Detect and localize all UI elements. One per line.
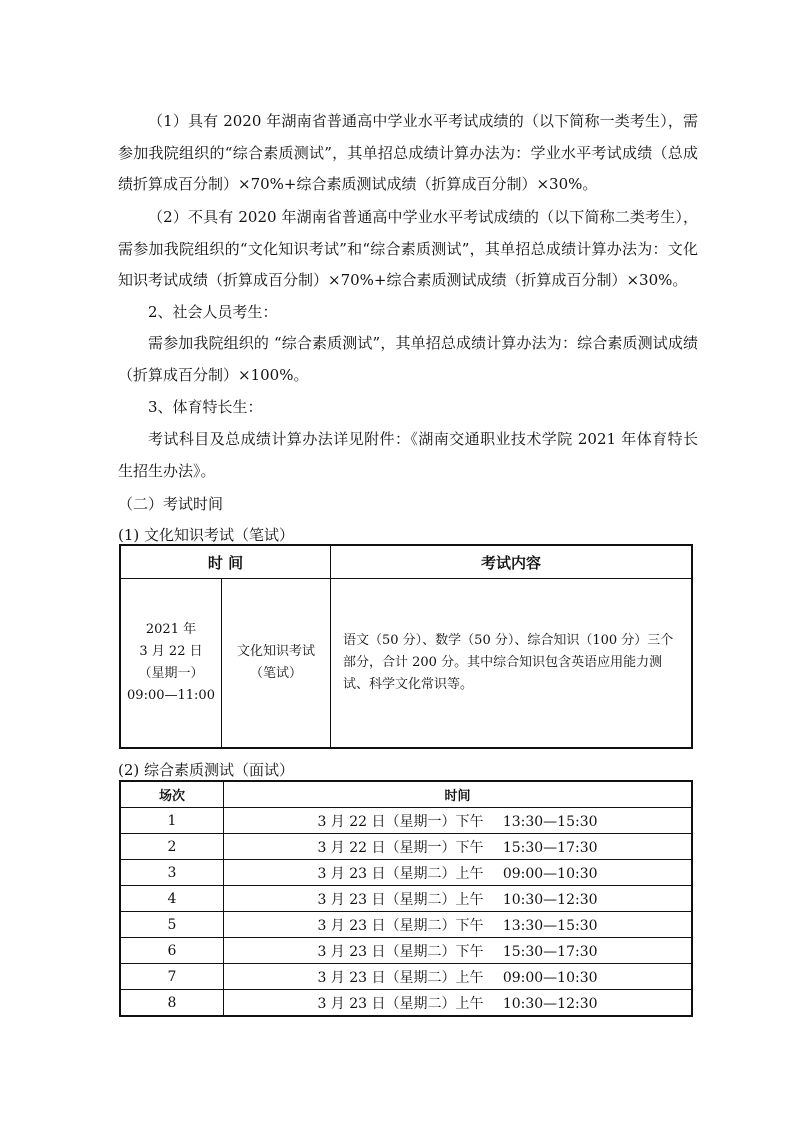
table-row xyxy=(120,990,692,1017)
session-date: 3 月 22 日（星期一）下午 xyxy=(317,813,484,830)
session-date: 3 月 23 日（星期二）上午 xyxy=(317,865,484,882)
session-number: 4 xyxy=(120,886,224,912)
header-content: 考试内容 xyxy=(331,545,693,579)
heading-sports-students: 3、体育特长生： xyxy=(148,398,263,416)
session-time-cell xyxy=(224,808,693,834)
section-exam-time: （二）考试时间 xyxy=(118,495,224,513)
header-time: 时间 xyxy=(224,781,693,808)
session-time-cell xyxy=(224,912,693,938)
session-time-cell xyxy=(224,964,693,990)
session-hours: 10:30—12:30 xyxy=(502,891,598,908)
date-line: 2021 年 xyxy=(145,622,197,637)
paragraph-type1-candidates: （1）具有 2020 年湖南省普通高中学业水平考试成绩的（以下简称一类考生），需参加我院组织的“综合素质测试”，其单招总成绩计算办法为：学业水平考试成绩（总成绩折算成百分制）×70%+综合素质测试成绩（折算成百分制）×30%。 xyxy=(118,112,698,193)
session-time-cell xyxy=(224,990,693,1017)
session-time-cell xyxy=(224,886,693,912)
session-number: 6 xyxy=(120,938,224,964)
subheading-written-exam: (1) 文化知识考试（笔试） xyxy=(118,526,295,544)
session-date: 3 月 22 日（星期一）下午 xyxy=(317,839,484,856)
heading-social-candidates: 2、社会人员考生： xyxy=(148,303,278,321)
session-hours: 09:00—10:30 xyxy=(502,969,598,986)
table-row xyxy=(120,834,692,860)
table-row xyxy=(120,912,692,938)
session-time-cell xyxy=(224,860,693,886)
session-time-cell xyxy=(224,834,693,860)
session-number: 5 xyxy=(120,912,224,938)
table-row xyxy=(120,860,692,886)
table-row xyxy=(120,579,692,749)
table-row xyxy=(120,964,692,990)
subheading-interview: (2) 综合素质测试（面试） xyxy=(118,761,295,779)
date-line: 09:00—11:00 xyxy=(127,688,215,703)
session-hours: 09:00—10:30 xyxy=(502,865,598,882)
session-date: 3 月 23 日（星期二）下午 xyxy=(317,917,484,934)
interview-schedule-table xyxy=(119,780,693,1017)
table-header-row xyxy=(120,545,692,579)
header-session: 场次 xyxy=(120,781,224,808)
exam-name-line: 文化知识考试 xyxy=(236,644,315,659)
session-hours: 13:30—15:30 xyxy=(502,917,598,934)
session-number: 3 xyxy=(120,860,224,886)
session-date: 3 月 23 日（星期二）上午 xyxy=(317,995,484,1012)
exam-name-cell xyxy=(222,579,331,749)
session-hours: 15:30—17:30 xyxy=(502,943,598,960)
session-number: 2 xyxy=(120,834,224,860)
date-line: （星期一） xyxy=(138,666,204,681)
exam-date-cell xyxy=(120,579,222,749)
session-hours: 13:30—15:30 xyxy=(502,813,598,830)
session-date: 3 月 23 日（星期二）上午 xyxy=(317,969,484,986)
date-line: 3 月 22 日 xyxy=(139,644,203,659)
paragraph-type2-candidates: （2）不具有 2020 年湖南省普通高中学业水平考试成绩的（以下简称二类考生），需参加我院组织的“文化知识考试”和“综合素质测试”，其单招总成绩计算办法为：文化知识考试成绩（折算成百分制）×70%+综合素质测试成绩（折算成百分制）×30%。 xyxy=(118,208,698,289)
paragraph-sports-students: 考试科目及总成绩计算办法详见附件：《湖南交通职业技术学院 2021 年体育特长生招生办法》。 xyxy=(118,430,698,480)
table-row xyxy=(120,938,692,964)
paragraph-social-candidates: 需参加我院组织的 “综合素质测试”，其单招总成绩计算办法为：综合素质测试成绩（折算成百分制）×100%。 xyxy=(118,334,698,384)
session-time-cell xyxy=(224,938,693,964)
table-row xyxy=(120,808,692,834)
table-header-row xyxy=(120,781,692,808)
exam-content-cell: 语文（50 分）、数学（50 分）、综合知识（100 分）三个部分，合计 200 分。其中综合知识包含英语应用能力测试、科学文化常识等。 xyxy=(331,579,693,749)
header-time: 时 间 xyxy=(120,545,331,579)
session-hours: 10:30—12:30 xyxy=(502,995,598,1012)
session-number: 7 xyxy=(120,964,224,990)
table-row xyxy=(120,886,692,912)
session-number: 1 xyxy=(120,808,224,834)
session-date: 3 月 23 日（星期二）上午 xyxy=(317,891,484,908)
exam-name-line: （笔试） xyxy=(249,666,302,681)
session-hours: 15:30—17:30 xyxy=(502,839,598,856)
session-number: 8 xyxy=(120,990,224,1017)
session-date: 3 月 23 日（星期二）下午 xyxy=(317,943,484,960)
written-exam-table xyxy=(119,544,693,749)
